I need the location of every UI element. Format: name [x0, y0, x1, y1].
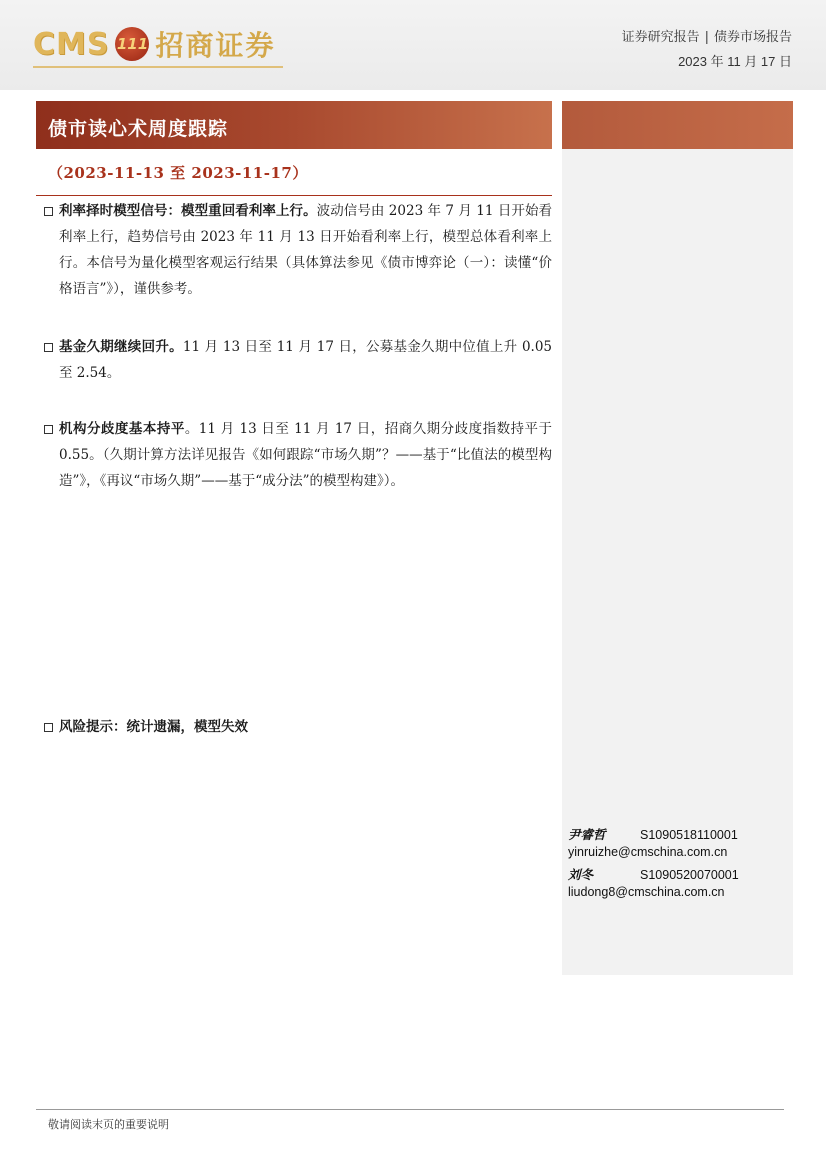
author-row — [568, 825, 738, 843]
author-name: 刘冬 — [568, 867, 594, 882]
bullet-institution-divergence — [40, 416, 552, 494]
bullet-lead: 风险提示：统计遗漏，模型失效 — [59, 719, 248, 735]
title-divider — [36, 195, 552, 196]
checkbox-bullet-icon — [44, 723, 53, 732]
logo-chinese-text: 招商证券 — [155, 29, 276, 62]
author-email[interactable]: yinruizhe@cmschina.com.cn — [568, 845, 728, 859]
bullet-lead: 机构分歧度基本持平 — [59, 421, 185, 437]
report-meta — [622, 26, 792, 70]
report-date: 2023 年 11 月 17 日 — [678, 54, 792, 69]
report-title: 债市读心术周度跟踪 — [48, 118, 229, 140]
date-range: （2023-11-13 至 2023-11-17） — [48, 164, 308, 182]
bullet-lead: 利率择时模型信号：模型重回看利率上行。 — [59, 203, 317, 219]
bullet-body: 波动信号由 2023 年 7 月 11 日开始看利率上行，趋势信号由 2023 年 11 月 13 日开始看利率上行，模型总体看利率上行。本信号为量化模型客观运行结果（具体算法参见《债市博弈论（一）：读懂“价格语言”》），谨供参考。 — [59, 203, 552, 297]
author-cert-id: S1090518110001 — [640, 828, 738, 842]
bullet-lead: 基金久期继续回升。 — [59, 339, 183, 355]
report-category: 债券市场报告 — [713, 30, 792, 45]
footer-divider — [36, 1109, 784, 1110]
checkbox-bullet-icon — [44, 343, 53, 352]
author-email[interactable]: liudong8@cmschina.com.cn — [568, 885, 725, 899]
bullet-risk-warning — [40, 714, 552, 740]
logo-underline — [33, 66, 283, 68]
logo-latin-text: CMS — [33, 26, 110, 62]
checkbox-bullet-icon — [44, 207, 53, 216]
checkbox-bullet-icon — [44, 425, 53, 434]
logo-emblem-icon: 111 — [115, 27, 149, 61]
bullet-body: 。11 月 13 日至 11 月 17 日，招商久期分歧度指数持平于 0.55。（久期计算方法详见报告《如何跟踪“市场久期”？——基于“比值法的模型构造”》，《再议“市场久期”——基于“成分法”的模型构建》）。 — [59, 421, 553, 489]
company-logo — [33, 22, 276, 66]
title-bar — [36, 101, 552, 149]
bullet-body: 11 月 13 日至 11 月 17 日，公募基金久期中位值上升 0.05 至 2.54。 — [59, 339, 552, 381]
meta-separator: | — [704, 30, 709, 45]
bullet-rate-timing — [40, 198, 552, 302]
bullet-fund-duration — [40, 334, 552, 386]
report-type: 证券研究报告 — [621, 30, 700, 45]
author-row — [568, 865, 739, 883]
author-name: 尹睿哲 — [568, 827, 606, 842]
author-cert-id: S1090520070001 — [640, 868, 739, 882]
footer-notice: 敬请阅读末页的重要说明 — [48, 1118, 169, 1131]
sidebar-header-bar — [562, 101, 793, 149]
